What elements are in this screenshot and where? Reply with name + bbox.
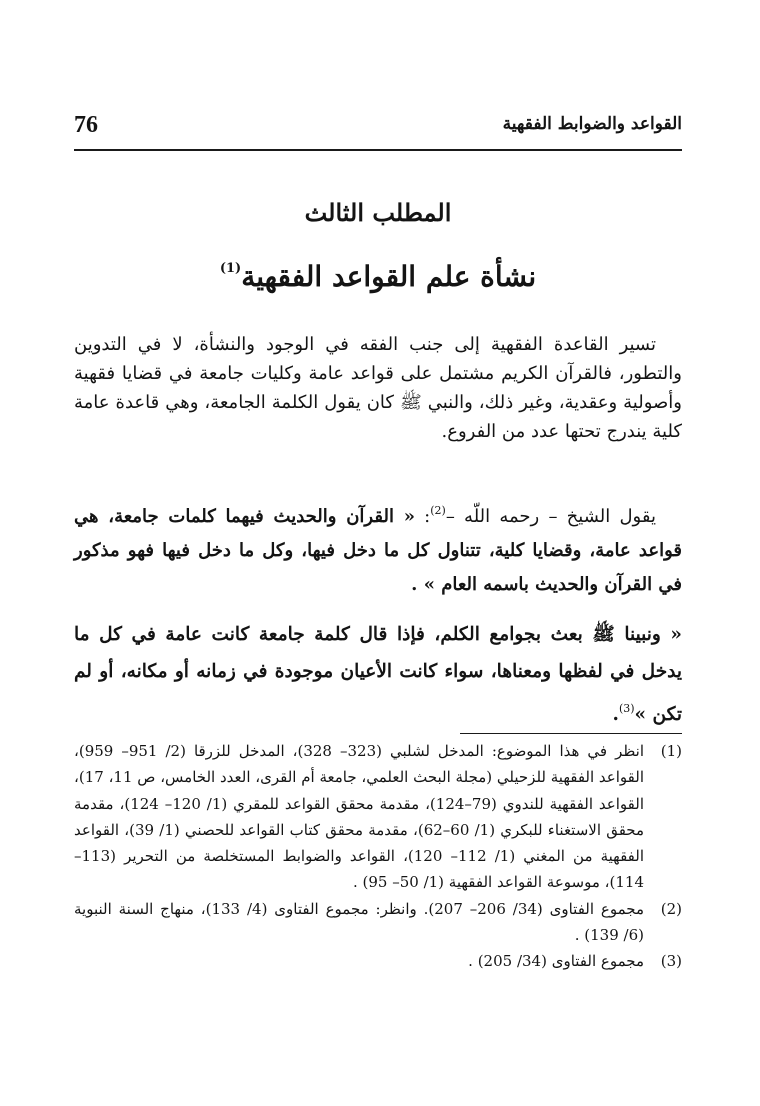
paragraph-2 [74,494,682,602]
footnote-ref-1: (1) [219,261,242,276]
footnote-number: (3) [660,952,682,971]
footnote-2 [74,896,682,949]
running-title: القواعد والضوابط الفقهية [502,114,682,134]
footnote-3 [74,948,682,974]
footnote-ref-2: (2) [430,504,446,517]
footnote-number: (2) [660,899,682,918]
footnote-number: (1) [660,742,682,760]
paragraph-3 [74,616,682,733]
book-page [74,0,682,1106]
header-rule [74,149,682,151]
footnote-text: مجموع الفتاوى (34/ 206– 207). وانظر: مجموع الفتاوى (4/ 133)، منهاج السنة النبوية (6/ 139) . [74,899,644,945]
paragraph-1: تسير القاعدة الفقهية إلى جنب الفقه في الوجود والنشأة، لا في التدوين والتطور، فالقرآن الكريم مشتمل على قواعد عامة وكليات جامعة في قضايا فقهية وأصولية وعقدية، وغير ذلك، والنبي ﷺ كان يقول الكلمة الجامعة، وهي قاعدة عامة كلية يندرج تحتها عدد من الفروع. [74,334,682,442]
footnote-text: مجموع الفتاوى (34/ 205) . [468,952,644,971]
footnotes [74,738,682,975]
footnote-separator [460,733,682,734]
section-heading: المطلب الثالث [304,198,452,227]
paragraph-3-quote: « ونبينا ﷺ بعث بجوامع الكلم، فإذا قال كلمة جامعة كانت عامة في كل ما يدخل في لفظها ومعناها، سواء كانت الأعيان موجودة في زمانه أو مكانه، أو لم تكن » [74,624,682,725]
page-header [74,112,682,142]
section-subheading [74,260,682,293]
page-number: 76 [74,112,98,138]
footnote-text: انظر في هذا الموضوع: المدخل لشلبي (323– 328)، المدخل للزرقا (2/ 951– 959)، القواعد الفقهية للزحيلي (مجلة البحث العلمي، جامعة أم القرى، العدد الخامس، ص 11، 17)، القواعد الفقهية للندوي (79–124)، مقدمة محقق القواعد للمقري (1/ 120– 124)، مقدمة محقق الاستغناء للبكري (1/ 60–62)، مقدمة محقق كتاب القواعد للحصني (1/ 39)، القواعد الفقهية من المغني (1/ 112– 120)، القواعد والضوابط المستخلصة من التحرير (113– 114)، موسوعة القواعد الفقهية (1/ 50– 95) . [74,742,645,892]
paragraph-2-colon: : [414,506,431,527]
paragraph-3-end: . [612,704,619,725]
paragraph-2-quote: « القرآن والحديث فيهما كلمات جامعة، هي قواعد عامة، وقضايا كلية، تتناول كل ما دخل فيها، وكل ما دخل فيها فهو مذكور في القرآن والحديث باسمه العام » . [74,506,682,595]
footnote-1 [74,738,682,896]
subheading-text: نشأة علم القواعد الفقهية [241,260,537,293]
paragraph-2-intro: يقول الشيخ – رحمه اللّه – [445,506,656,527]
footnote-ref-3: (3) [618,702,635,715]
